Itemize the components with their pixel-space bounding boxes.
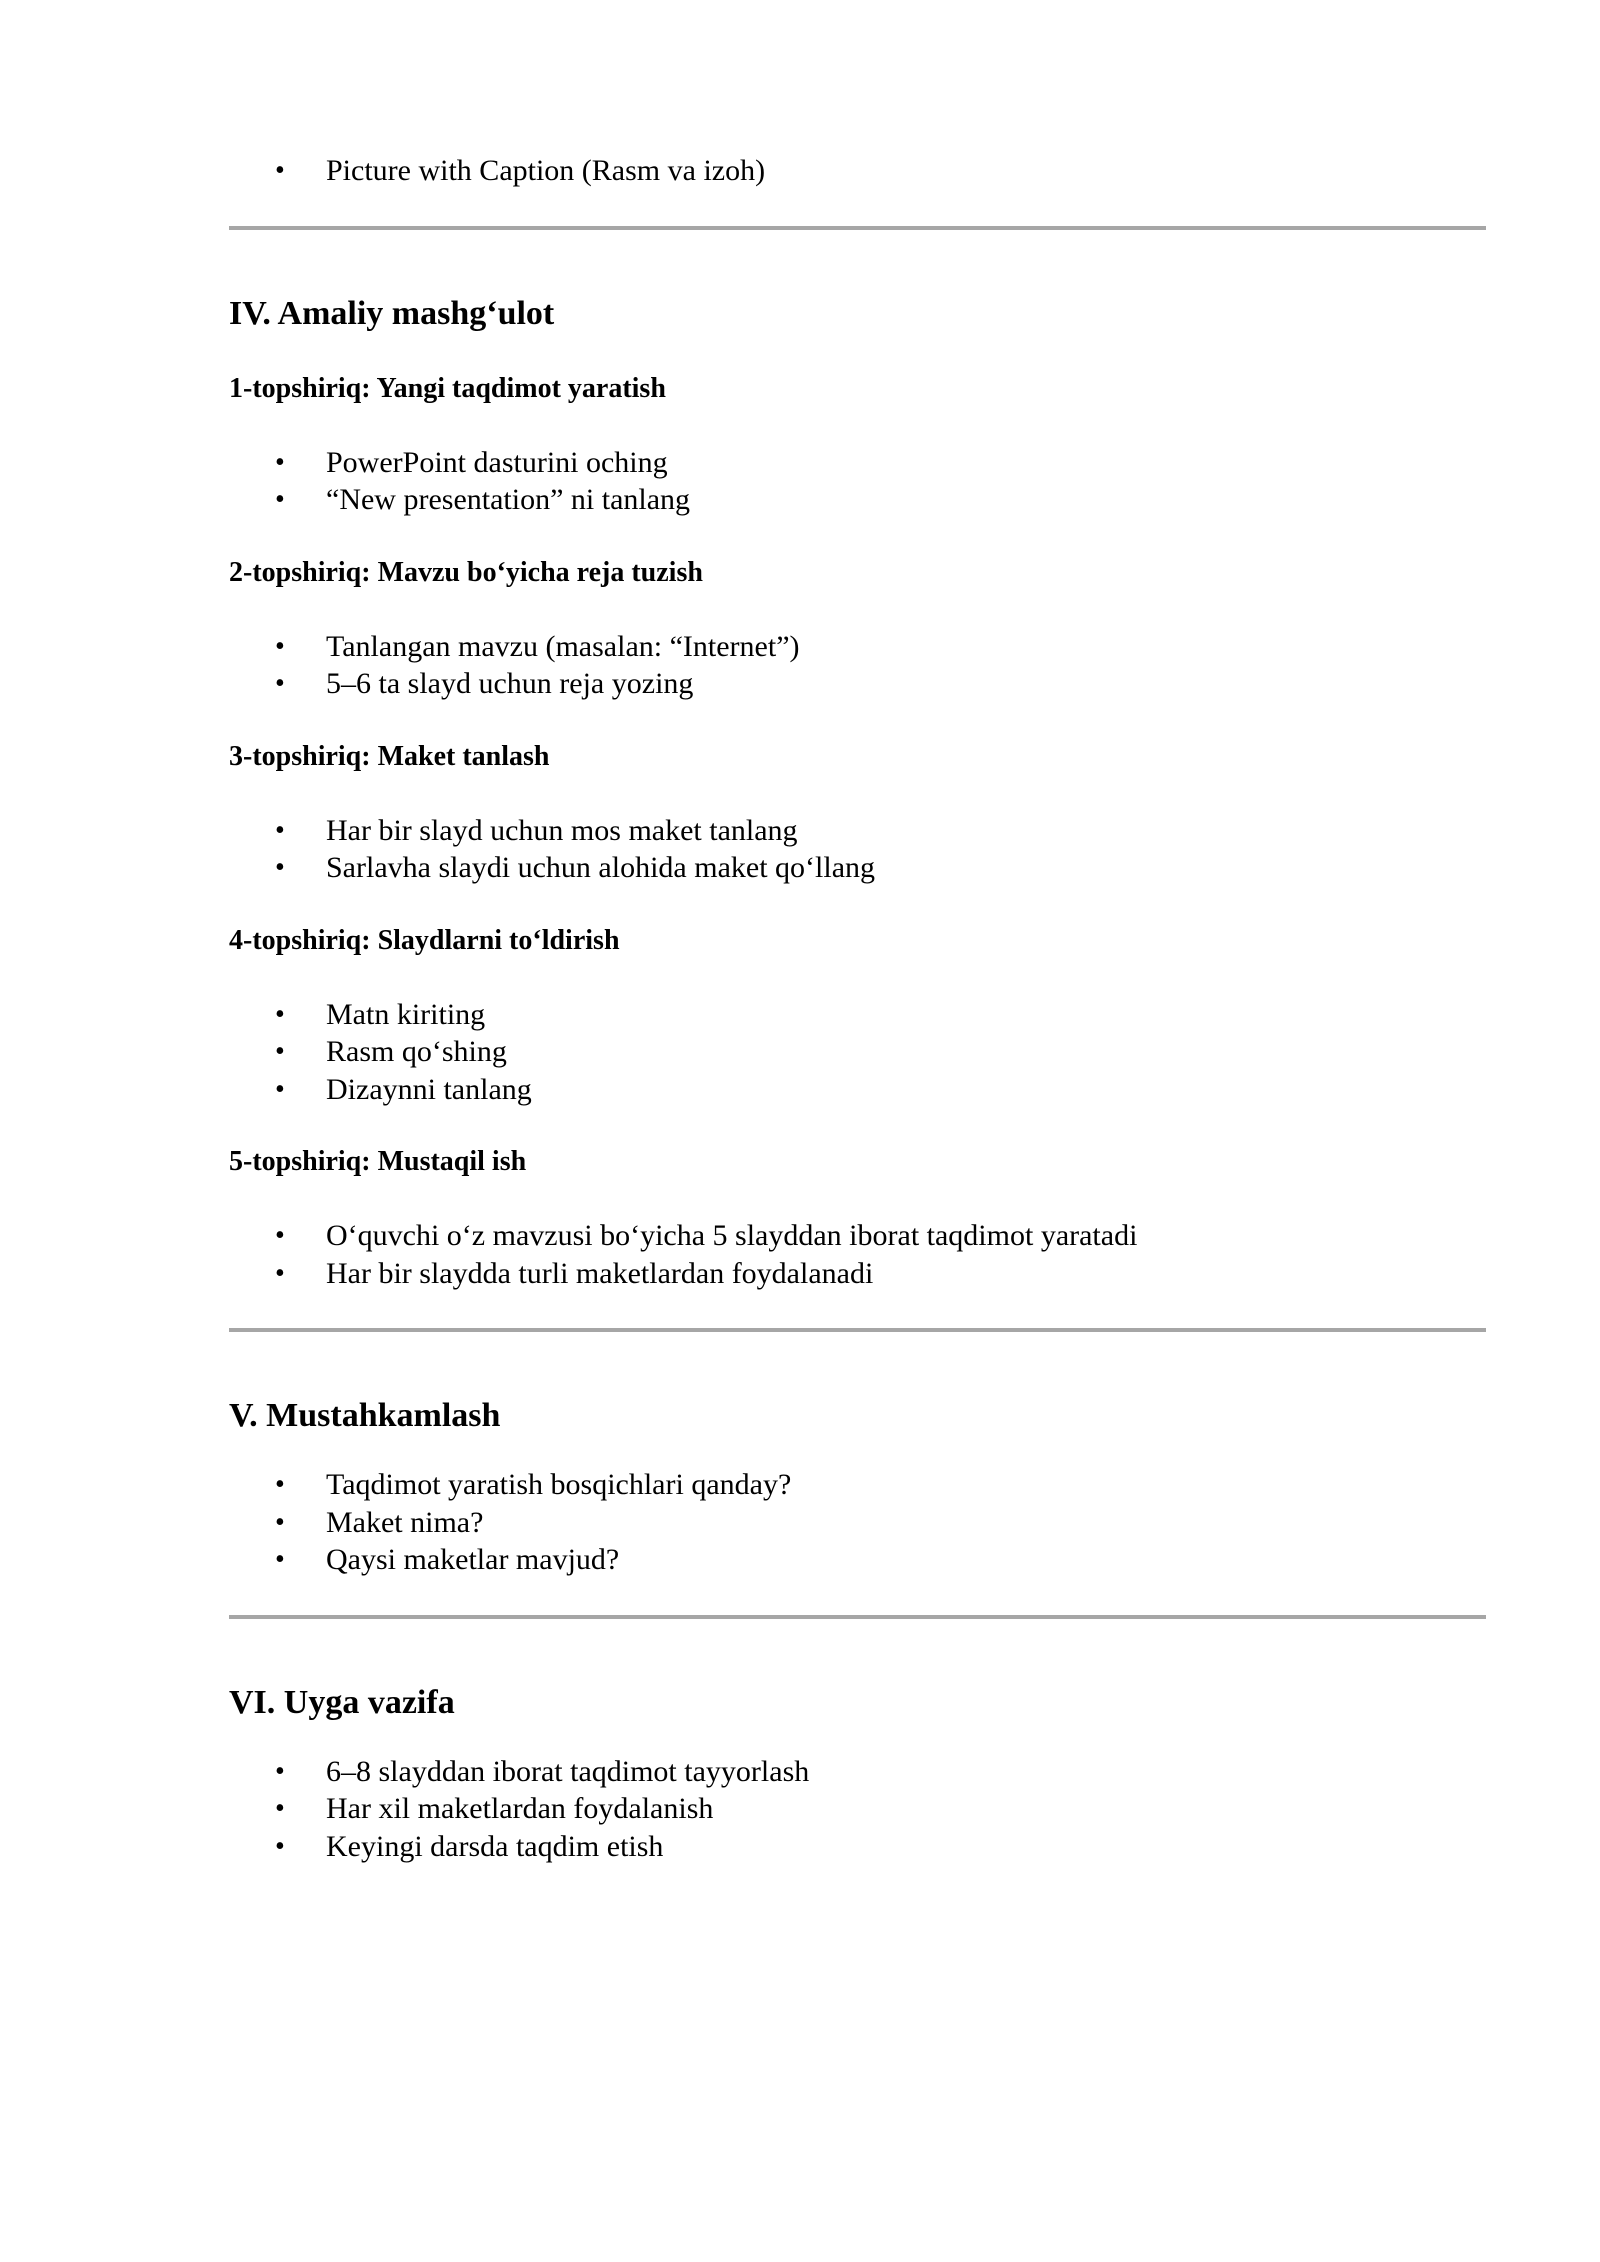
- section-title-5: V. Mustahkamlash: [229, 1397, 501, 1434]
- list-item: • O‘quvchi o‘z mavzusi bo‘yicha 5 slayddan iborat taqdimot yaratadi: [229, 1217, 1486, 1255]
- task-5-list: [229, 1217, 1486, 1292]
- list-item: • Keyingi darsda taqdim etish: [229, 1828, 1486, 1866]
- list-item: • Qaysi maketlar mavjud?: [229, 1541, 1486, 1579]
- list-item: • Maket nima?: [229, 1504, 1486, 1542]
- task-4-list: [229, 996, 1486, 1109]
- intro-list: [229, 152, 1486, 190]
- task-2-list: [229, 628, 1486, 703]
- list-item: • Rasm qo‘shing: [229, 1033, 1486, 1071]
- section-title-6: VI. Uyga vazifa: [229, 1683, 455, 1721]
- separator: [229, 1615, 1486, 1619]
- task-title-3: 3-topshiriq: Maket tanlash: [229, 740, 550, 772]
- list-item: • Har xil maketlardan foydalanish: [229, 1790, 1486, 1828]
- section-6-list: [229, 1753, 1486, 1866]
- task-title-4: 4-topshiriq: Slaydlarni to‘ldirish: [229, 924, 620, 956]
- list-item: • “New presentation” ni tanlang: [229, 481, 1486, 519]
- list-item: • Matn kiriting: [229, 996, 1486, 1034]
- list-item: • 5–6 ta slayd uchun reja yozing: [229, 665, 1486, 703]
- separator: [229, 1328, 1486, 1332]
- task-title-1: 1-topshiriq: Yangi taqdimot yaratish: [229, 372, 666, 404]
- list-item: • Dizaynni tanlang: [229, 1071, 1486, 1109]
- task-title-5: 5-topshiriq: Mustaqil ish: [229, 1146, 527, 1177]
- list-item: • Har bir slayd uchun mos maket tanlang: [229, 812, 1486, 850]
- document-page: [229, 148, 1486, 1865]
- task-3-list: [229, 812, 1486, 887]
- section-5-list: [229, 1466, 1486, 1579]
- list-item: • PowerPoint dasturini oching: [229, 444, 1486, 482]
- section-title-4: IV. Amaliy mashg‘ulot: [229, 294, 555, 332]
- separator: [229, 226, 1486, 230]
- list-item: • 6–8 slayddan iborat taqdimot tayyorlash: [229, 1753, 1486, 1791]
- list-item: • Picture with Caption (Rasm va izoh): [229, 152, 1486, 190]
- list-item: • Tanlangan mavzu (masalan: “Internet”): [229, 628, 1486, 666]
- list-item: • Har bir slaydda turli maketlardan foydalanadi: [229, 1255, 1486, 1293]
- task-1-list: [229, 444, 1486, 519]
- list-item: • Taqdimot yaratish bosqichlari qanday?: [229, 1466, 1486, 1504]
- task-title-2: 2-topshiriq: Mavzu bo‘yicha reja tuzish: [229, 556, 703, 588]
- list-item: • Sarlavha slaydi uchun alohida maket qo‘llang: [229, 849, 1486, 887]
